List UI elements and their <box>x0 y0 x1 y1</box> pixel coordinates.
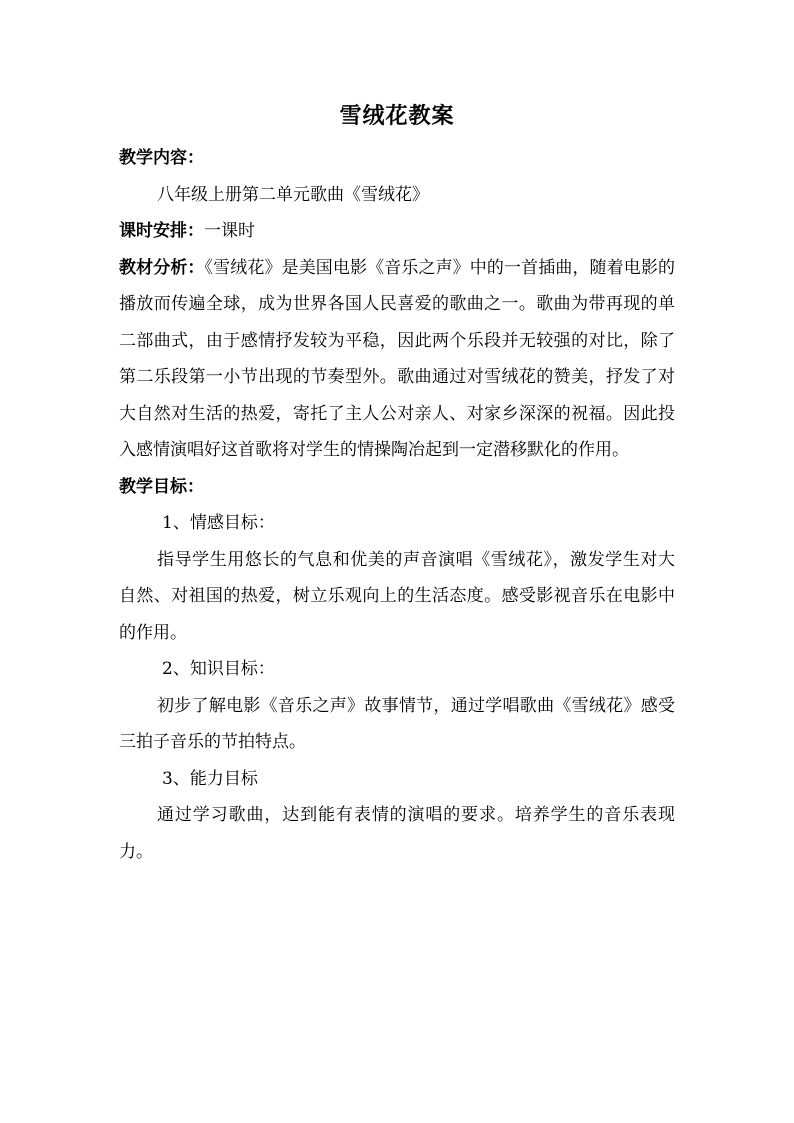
schedule-line <box>119 213 675 250</box>
document-title: 雪绒花教案 <box>339 103 455 129</box>
goal-ability-label: 3、能力目标 <box>162 768 258 789</box>
content-heading: 教学内容： <box>119 148 204 168</box>
goal-emotion-label: 1、情感目标： <box>162 513 275 533</box>
schedule-value: 一课时 <box>204 221 255 241</box>
analysis-paragraph <box>119 250 675 469</box>
goal-knowledge-text: 初步了解电影《音乐之声》故事情节，通过学唱歌曲《雪绒花》感受三拍子音乐的节拍特点。 <box>119 695 675 752</box>
goal-ability-text: 通过学习歌曲，达到能有表情的演唱的要求。培养学生的音乐表现力。 <box>119 805 675 862</box>
analysis-text: 《雪绒花》是美国电影《音乐之声》中的一首插曲，随着电影的播放而传遍全球，成为世界各国人民喜爱的歌曲之一。歌曲为带再现的单二部曲式，由于感情抒发较为平稳，因此两个乐段并无较强的对比，除了第二乐段第一小节出现的节奏型外。歌曲通过对雪绒花的赞美，抒发了对大自然对生活的热爱，寄托了主人公对亲人、对家乡深深的祝福。因此投入感情演唱好这首歌将对学生的情操陶冶起到一定潜移默化的作用。 <box>119 257 675 460</box>
document-body <box>119 140 675 870</box>
goals-heading: 教学目标： <box>119 476 204 497</box>
goal-knowledge-label: 2、知识目标： <box>162 659 275 679</box>
schedule-label: 课时安排： <box>119 221 204 241</box>
analysis-label: 教材分析： <box>119 257 205 278</box>
goal-emotion-text: 指导学生用悠长的气息和优美的声音演唱《雪绒花》，激发学生对大自然、对祖国的热爱，树立乐观向上的生活态度。感受影视音乐在电影中的作用。 <box>119 549 675 643</box>
content-text: 八年级上册第二单元歌曲《雪绒花》 <box>157 184 429 205</box>
